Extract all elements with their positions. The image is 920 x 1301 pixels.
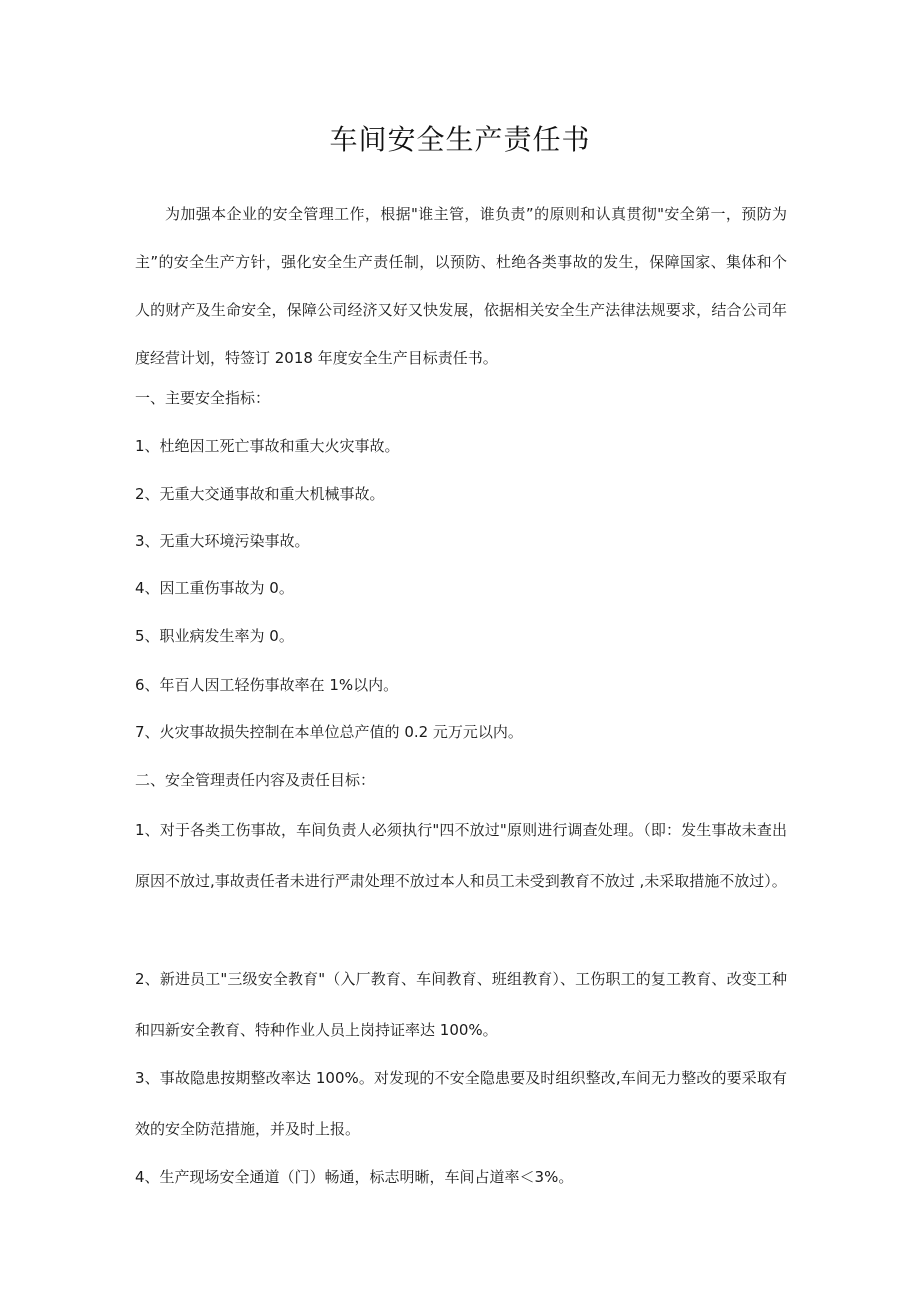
section1-item-4: 4、因工重伤事故为 0。 xyxy=(135,579,294,597)
section2-heading: 二、安全管理责任内容及责任目标： xyxy=(135,771,376,789)
section2-item-3: 3、事故隐患按期整改率达 100%。对发现的不安全隐患要及时组织整改,车间无力整改的要采取有效的安全防范措施，并及时上报。 xyxy=(135,1069,787,1138)
section1-item-6: 6、年百人因工轻伤事故率在 1%以内。 xyxy=(135,676,399,694)
section1-item-5: 5、职业病发生率为 0。 xyxy=(135,627,294,645)
document-title: 车间安全生产责任书 xyxy=(329,123,591,156)
section1-item-1: 1、杜绝因工死亡事故和重大火灾事故。 xyxy=(135,437,400,455)
section1-heading: 一、主要安全指标： xyxy=(135,389,271,407)
section2-item-1: 1、对于各类工伤事故，车间负责人必须执行"四不放过"原则进行调查处理。（即：发生事故未查出原因不放过,事故责任者未进行严肃处理不放过本人和员工未受到教育不放过 ,未采取措施不放过）。 xyxy=(135,821,787,890)
section2-item-2: 2、新进员工"三级安全教育"（入厂教育、车间教育、班组教育）、工伤职工的复工教育、改变工种和四新安全教育、特种作业人员上岗持证率达 100%。 xyxy=(135,970,787,1039)
section1-item-7: 7、火灾事故损失控制在本单位总产值的 0.2 元万元以内。 xyxy=(135,723,523,741)
section1-item-3: 3、无重大环境污染事故。 xyxy=(135,532,310,550)
intro-paragraph: 为加强本企业的安全管理工作，根据"谁主管，谁负责”的原则和认真贯彻"安全第一，预防为主”的安全生产方针，强化安全生产责任制，以预防、杜绝各类事故的发生，保障国家、集体和个人的财产及生命安全，保障公司经济又好又快发展，依据相关安全生产法律法规要求，结合公司年度经营计划，特签订 2018 年度安全生产目标责任书。 xyxy=(135,205,787,367)
section2-item-4: 4、生产现场安全通道（门）畅通，标志明晰，车间占道率＜3%。 xyxy=(135,1168,574,1186)
section1-item-2: 2、无重大交通事故和重大机械事故。 xyxy=(135,485,385,503)
